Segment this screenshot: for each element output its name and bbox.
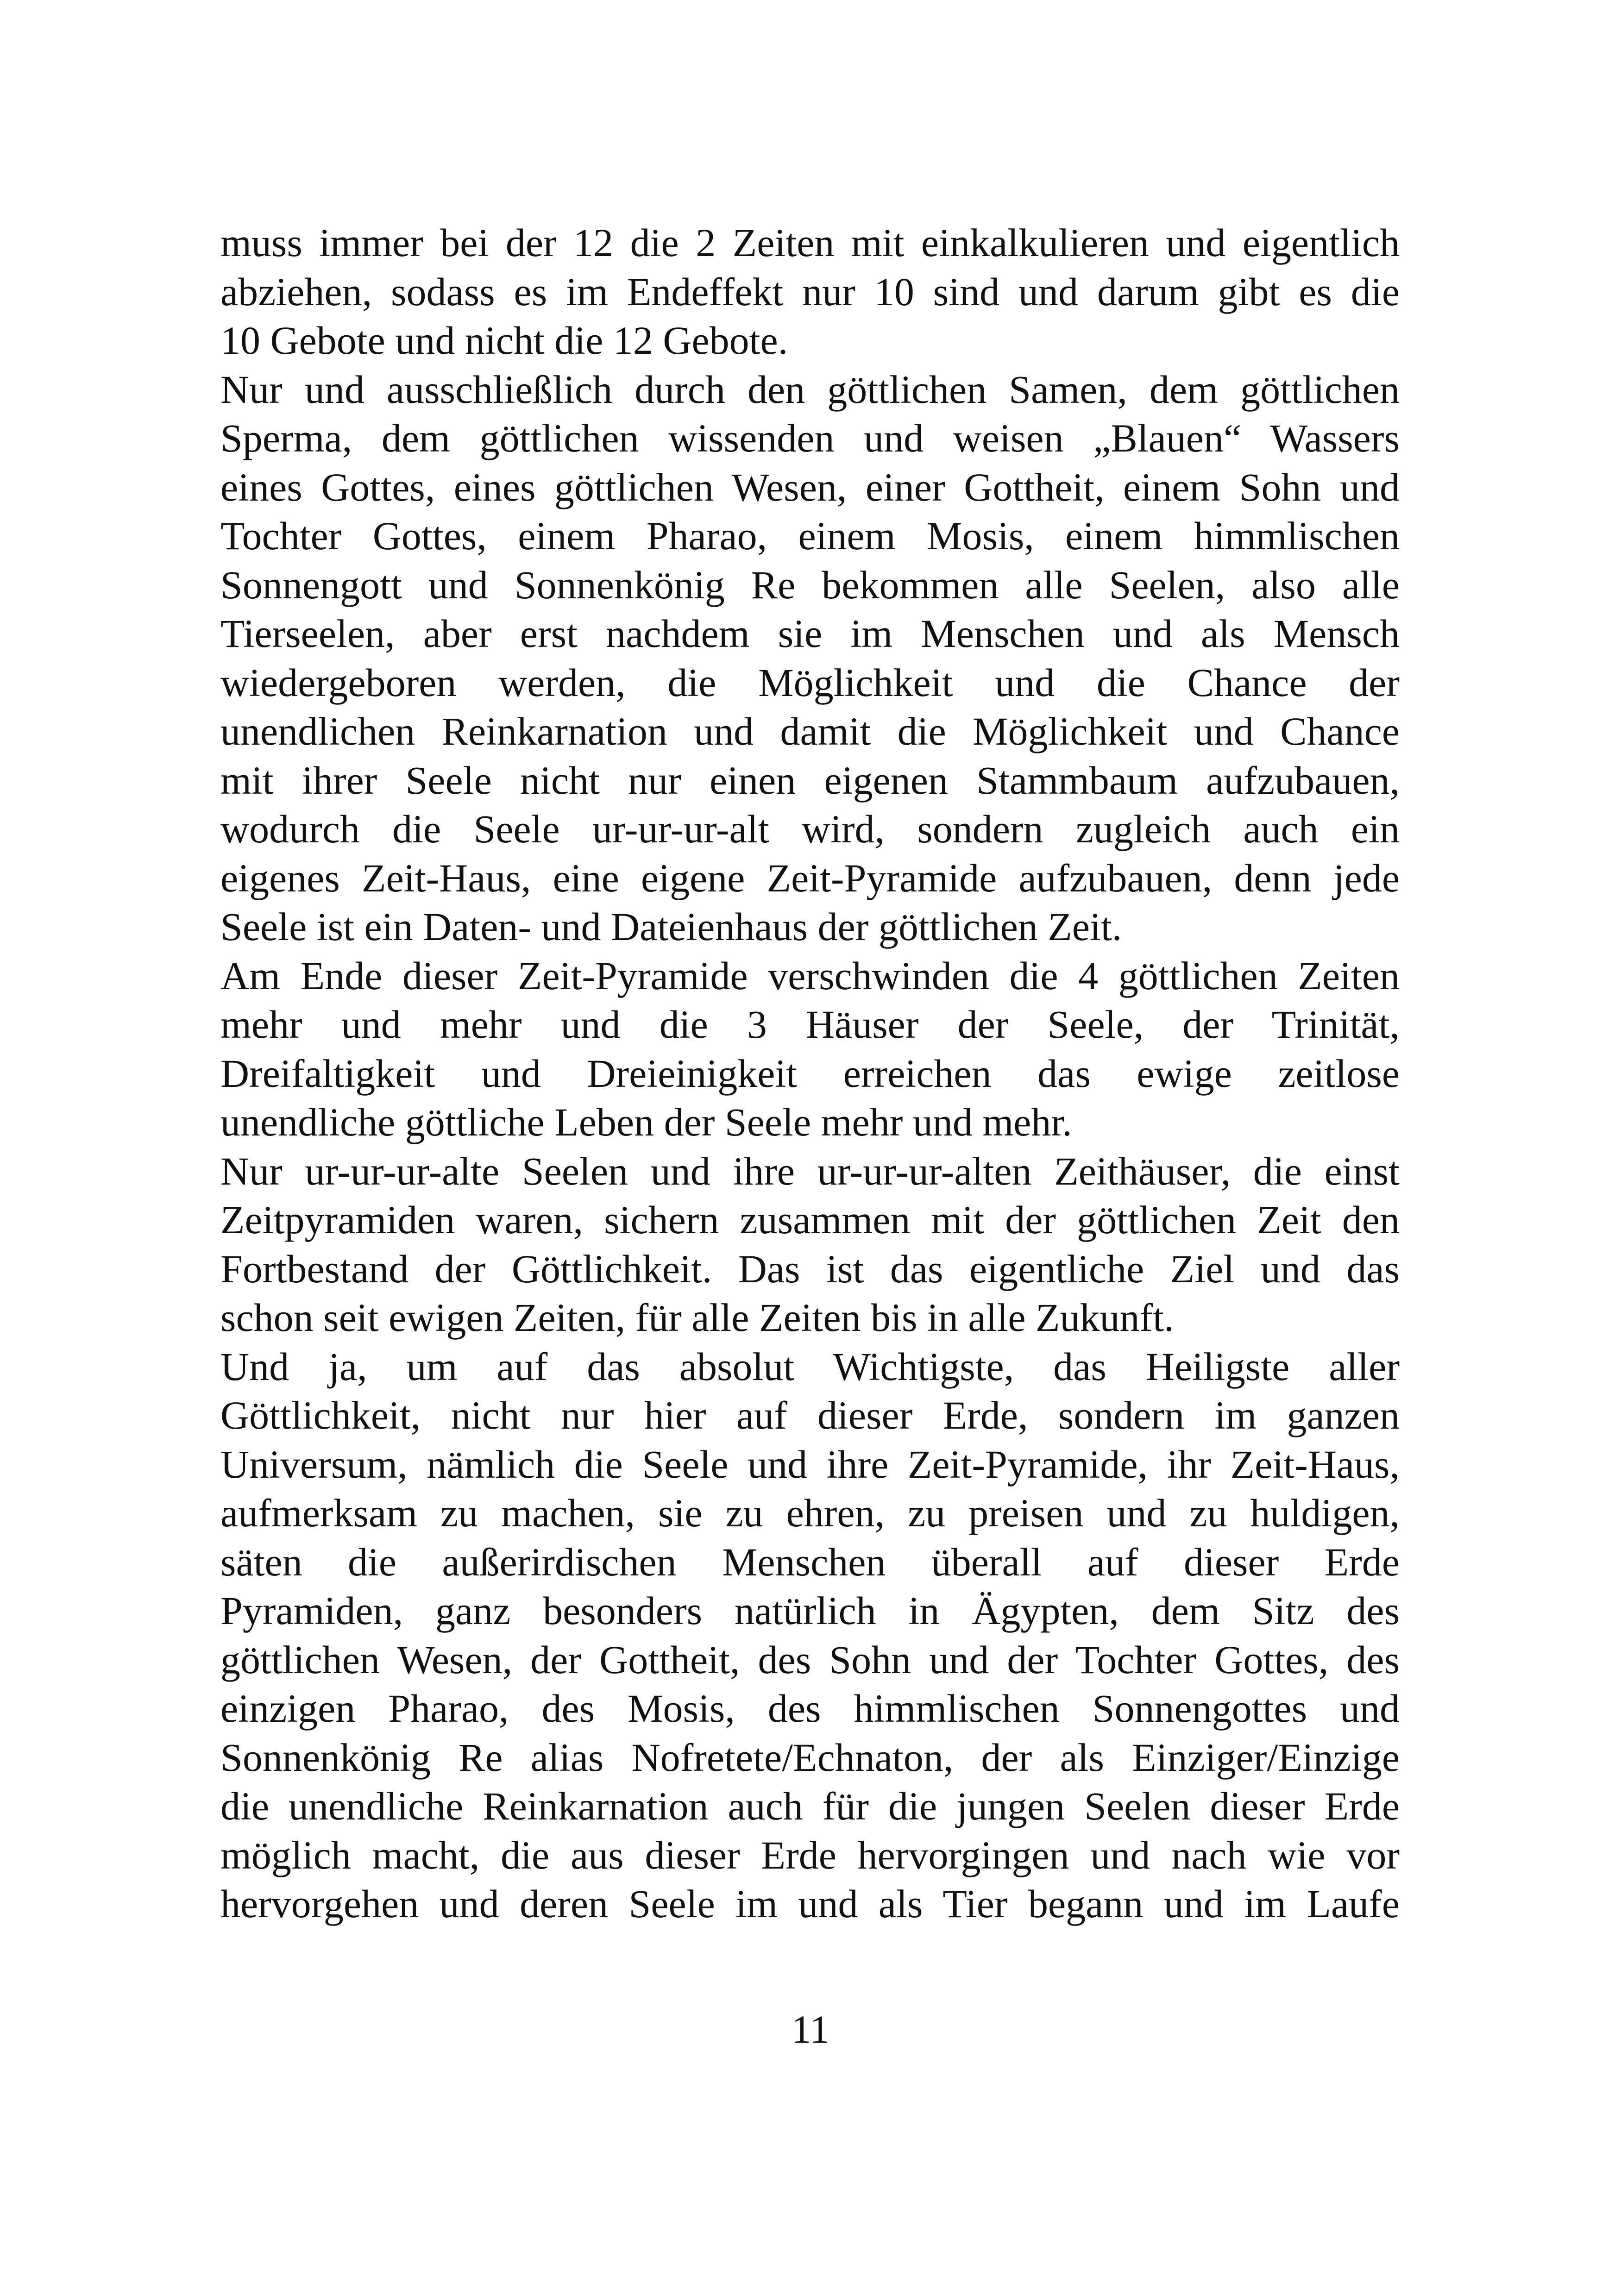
text-line: wodurch die Seele ur-ur-ur-alt wird, sondern zugleich auch ein: [220, 807, 1400, 851]
text-line: aufmerksam zu machen, sie zu ehren, zu preisen und zu huldigen,: [220, 1491, 1400, 1535]
page-number: 11: [791, 2007, 830, 2051]
text-line: Tierseelen, aber erst nachdem sie im Menschen und als Mensch: [220, 611, 1400, 656]
text-line: säten die außerirdischen Menschen überall auf dieser Erde: [220, 1539, 1400, 1584]
text-line: abziehen, sodass es im Endeffekt nur 10 sind und darum gibt es die: [220, 269, 1400, 314]
text-line: möglich macht, die aus dieser Erde hervorgingen und nach wie vor: [220, 1832, 1400, 1877]
text-line: Nur ur-ur-ur-alte Seelen und ihre ur-ur-ur-alten Zeithäuser, die einst: [220, 1148, 1400, 1193]
text-line: Tochter Gottes, einem Pharao, einem Mosis, einem himmlischen: [220, 514, 1400, 558]
text-line: Zeitpyramiden waren, sichern zusammen mit der göttlichen Zeit den: [220, 1198, 1400, 1242]
text-line: Am Ende dieser Zeit-Pyramide verschwinden die 4 göttlichen Zeiten: [220, 953, 1400, 998]
text-line: wiedergeboren werden, die Möglichkeit und die Chance der: [220, 660, 1400, 705]
text-line: Fortbestand der Göttlichkeit. Das ist das eigentliche Ziel und das: [220, 1246, 1400, 1291]
text-line: hervorgehen und deren Seele im und als Tier begann und im Laufe: [220, 1882, 1400, 1926]
text-line: einzigen Pharao, des Mosis, des himmlischen Sonnengottes und: [220, 1686, 1400, 1731]
body-text: [220, 219, 1400, 1929]
text-line: Sonnengott und Sonnenkönig Re bekommen alle Seelen, also alle: [220, 562, 1400, 607]
text-line: eigenes Zeit-Haus, eine eigene Zeit-Pyramide aufzubauen, denn jede: [220, 855, 1400, 900]
paragraph: [220, 219, 1400, 365]
text-line: Göttlichkeit, nicht nur hier auf dieser Erde, sondern im ganzen: [220, 1393, 1400, 1437]
text-line: Universum, nämlich die Seele und ihre Zeit-Pyramide, ihr Zeit-Haus,: [220, 1442, 1400, 1487]
paragraph: [220, 952, 1400, 1147]
paragraph: [220, 1342, 1400, 1929]
text-line: Nur und ausschließlich durch den göttlichen Samen, dem göttlichen: [220, 367, 1400, 412]
text-line: göttlichen Wesen, der Gottheit, des Sohn und der Tochter Gottes, des: [220, 1637, 1400, 1682]
text-line: Sonnenkönig Re alias Nofretete/Echnaton, der als Einziger/Einzige: [220, 1735, 1400, 1780]
text-line: Sperma, dem göttlichen wissenden und weisen „Blauen“ Wassers: [220, 416, 1400, 460]
text-line: die unendliche Reinkarnation auch für die jungen Seelen dieser Erde: [220, 1784, 1400, 1828]
text-line: Pyramiden, ganz besonders natürlich in Ägypten, dem Sitz des: [220, 1588, 1400, 1633]
text-line: mehr und mehr und die 3 Häuser der Seele, der Trinität,: [220, 1002, 1400, 1047]
text-line: mit ihrer Seele nicht nur einen eigenen Stammbaum aufzubauen,: [220, 758, 1400, 803]
text-line: unendliche göttliche Leben der Seele mehr und mehr.: [220, 1100, 1072, 1144]
text-line: muss immer bei der 12 die 2 Zeiten mit einkalkulieren und eigentlich: [220, 220, 1400, 265]
text-line: Seele ist ein Daten- und Dateienhaus der göttlichen Zeit.: [220, 904, 1122, 949]
paragraph: [220, 1147, 1400, 1342]
text-line: schon seit ewigen Zeiten, für alle Zeiten bis in alle Zukunft.: [220, 1295, 1174, 1340]
text-line: 10 Gebote und nicht die 12 Gebote.: [220, 318, 788, 363]
text-line: unendlichen Reinkarnation und damit die Möglichkeit und Chance: [220, 709, 1400, 753]
text-line: Dreifaltigkeit und Dreieinigkeit erreichen das ewige zeitlose: [220, 1051, 1400, 1096]
paragraph: [220, 365, 1400, 952]
text-line: eines Gottes, eines göttlichen Wesen, einer Gottheit, einem Sohn und: [220, 464, 1400, 509]
text-line: Und ja, um auf das absolut Wichtigste, das Heiligste aller: [220, 1344, 1400, 1389]
